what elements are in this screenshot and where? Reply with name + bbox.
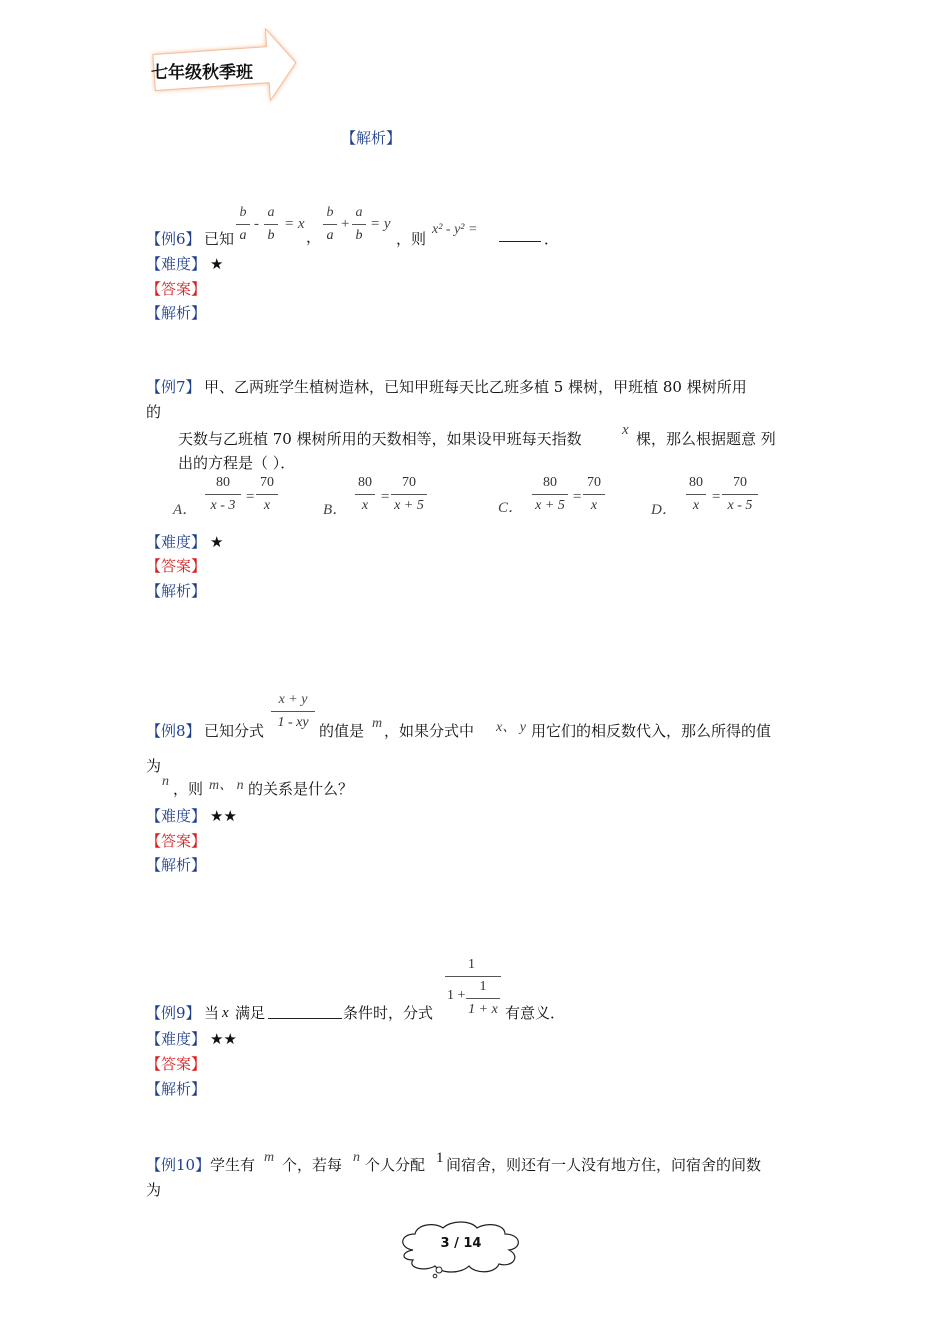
ex9-difficulty-label: 【难度】: [146, 1030, 207, 1048]
ex7-option-c-eq: =: [572, 489, 583, 505]
course-label: 七年级秋季班: [151, 63, 253, 83]
ex9-mid2: 条件时，分式: [343, 1004, 434, 1022]
ex9-pre: 当: [204, 1004, 220, 1022]
ex9-post: 有意义．: [505, 1004, 566, 1022]
ex8-frac: x + y 1 - xy: [271, 691, 315, 732]
page-number: 3 / 14: [440, 1236, 482, 1251]
ex7-line1: 甲、乙两班学生植树造林，已知甲班每天比乙班多植 5 棵树，甲班植 80 棵树所用: [204, 378, 747, 396]
ex7-line1-wrap: 的: [146, 403, 162, 421]
ex7-option-c-letter: C．: [498, 500, 524, 516]
ex10-d: 间宿舍，则还有一人没有地方住，问宿舍的间数: [446, 1156, 762, 1174]
ex7-option-a-eq: =: [245, 489, 256, 505]
ex10-tag: 【例10】: [146, 1156, 211, 1174]
ex7-option-b-eq: =: [380, 489, 391, 505]
ex8-answer-label: 【答案】: [146, 832, 207, 850]
ex6-comma: ，: [306, 228, 322, 246]
ex7-option-a-letter: A．: [173, 502, 198, 518]
ex7-option-b-left: 80 x: [355, 474, 375, 515]
ex10-one: 1: [436, 1150, 444, 1166]
ex7-tag: 【例7】: [146, 378, 201, 396]
ex7-option-b-letter: B．: [323, 502, 348, 518]
ex7-option-a-right: 70 x: [256, 474, 278, 515]
ex6-eq-x: = x: [284, 216, 305, 232]
ex8-pre: 已知分式: [204, 722, 265, 740]
ex6-minus: -: [254, 216, 259, 232]
ex6-tail: ．: [544, 230, 560, 248]
ex7-option-d-letter: D．: [651, 502, 677, 518]
ex7-option-c-left: 80 x + 5: [532, 474, 568, 515]
ex9-frac-main-bar: [445, 976, 501, 977]
ex6-frac-3: b a: [323, 204, 337, 245]
ex8-line3b: 的关系是什么？: [248, 780, 354, 798]
ex7-answer-label: 【答案】: [146, 557, 207, 575]
ex8-m: m: [372, 716, 383, 731]
ex10-n: n: [353, 1150, 360, 1165]
ex8-mid1: 的值是: [319, 722, 365, 740]
ex6-eq-y: = y: [370, 216, 391, 232]
ex6-answer-blank: [499, 228, 541, 242]
ex6-frac-4: a b: [352, 204, 366, 245]
ex9-answer-blank: [268, 1004, 342, 1019]
ex9-inner-lead: 1 +: [447, 988, 466, 1003]
ex9-frac-top: 1: [468, 957, 475, 972]
ex8-post: 用它们的相反数代入，那么所得的值: [531, 722, 772, 740]
ex6-analysis-label: 【解析】: [146, 304, 207, 322]
ex7-option-b-right: 70 x + 5: [391, 474, 427, 515]
ex6-answer-label: 【答案】: [146, 280, 207, 298]
ex8-tag: 【例8】: [146, 722, 201, 740]
ex6-frac-1: b a: [236, 204, 250, 245]
ex9-inner-frac: 1 1 + x: [466, 978, 500, 1019]
ex9-difficulty-stars: ★★: [210, 1030, 237, 1048]
ex7-line2-var: x: [622, 422, 629, 438]
ex10-b: 个，若每: [282, 1156, 343, 1174]
ex6-frac-2: a b: [264, 204, 278, 245]
ex7-option-d-eq: =: [711, 489, 722, 505]
ex9-mid: 满足: [235, 1004, 266, 1022]
ex6-then: ，则: [396, 230, 427, 248]
ex6-plus: +: [340, 216, 351, 232]
ex6-difficulty-label: 【难度】: [146, 255, 207, 273]
ex6-tag: 【例6】: [146, 230, 201, 248]
ex8-difficulty-stars: ★★: [210, 807, 237, 825]
ex8-wrap: 为: [146, 757, 162, 775]
ex9-analysis-label: 【解析】: [146, 1080, 207, 1098]
ex8-mid2: ，如果分式中: [384, 722, 475, 740]
ex9-x: x: [222, 1005, 229, 1021]
ex7-difficulty-label: 【难度】: [146, 533, 207, 551]
ex8-difficulty-label: 【难度】: [146, 807, 207, 825]
top-analysis-label: 【解析】: [341, 129, 402, 147]
ex6-difficulty-stars: ★: [210, 255, 224, 273]
ex7-analysis-label: 【解析】: [146, 582, 207, 600]
ex7-line2-tail: 棵，那么根据题意 列: [636, 430, 776, 448]
ex7-difficulty-stars: ★: [210, 533, 224, 551]
ex9-tag: 【例9】: [146, 1004, 201, 1022]
ex7-option-c-right: 70 x: [583, 474, 605, 515]
ex7-option-a-left: 80 x - 3: [205, 474, 241, 515]
ex9-answer-label: 【答案】: [146, 1055, 207, 1073]
ex8-xy: x、 y: [496, 720, 526, 735]
ex7-option-d-right: 70 x - 5: [722, 474, 758, 515]
ex10-a: 学生有: [210, 1156, 256, 1174]
ex8-n: n: [162, 774, 169, 789]
ex8-line3a: ，则: [173, 780, 204, 798]
ex6-pre: 已知: [204, 230, 235, 248]
ex6-expr: x² - y² =: [432, 222, 478, 237]
ex8-analysis-label: 【解析】: [146, 856, 207, 874]
ex7-line3: 出的方程是（ ）．: [178, 454, 296, 472]
ex8-mn: m、 n: [209, 778, 244, 793]
ex10-wrap: 为: [146, 1181, 162, 1199]
ex10-m: m: [264, 1150, 275, 1165]
ex7-line2: 天数与乙班植 70 棵树所用的天数相等，如果设甲班每天指数: [178, 430, 582, 448]
ex7-option-d-left: 80 x: [686, 474, 706, 515]
ex10-c: 个人分配: [365, 1156, 426, 1174]
